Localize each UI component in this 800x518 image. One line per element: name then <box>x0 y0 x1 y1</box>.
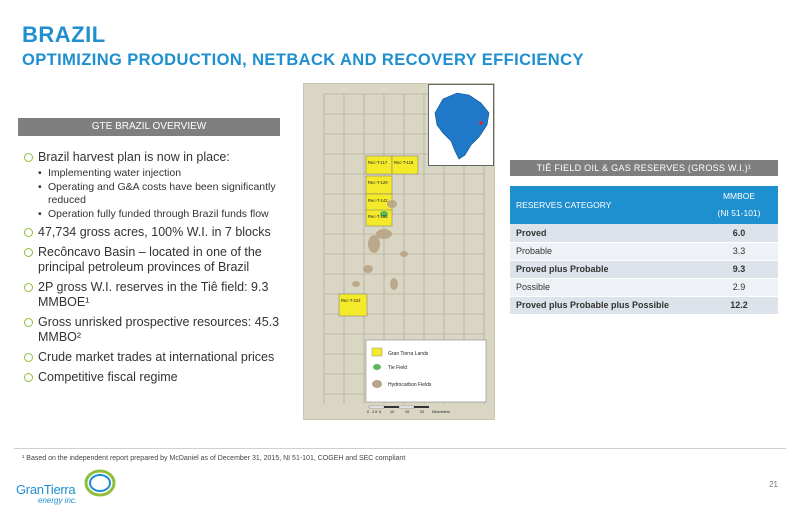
footnote: ¹ Based on the independent report prepared by McDaniel as of December 31, 2015, NI 51-101, COGEH and SEC compliant <box>22 455 406 462</box>
circle-bullet-icon <box>24 353 33 362</box>
sub-bullet-item: • Operation fully funded through Brazil funds flow <box>38 208 269 220</box>
block-rec-t-117 <box>366 156 392 174</box>
block-label: Rec-T-155 <box>368 214 388 219</box>
table-row: Proved 6.0 <box>510 224 778 242</box>
bullet-item: Recôncavo Basin – located in one of the principal petroleum provinces of Brazil <box>24 245 304 275</box>
legend-swatch-lands <box>372 348 382 356</box>
table-row: Probable 3.3 <box>510 242 778 260</box>
circle-bullet-icon <box>24 283 33 292</box>
company-logo <box>16 470 126 510</box>
footer-divider <box>14 448 786 449</box>
sub-bullets <box>24 167 304 221</box>
scale-label: 15 <box>405 410 410 414</box>
table-row: Possible 2.9 <box>510 278 778 296</box>
bullet-item: Crude market trades at international prices <box>24 350 304 365</box>
brazil-shape <box>429 85 493 165</box>
scale-label: 0 <box>367 410 370 414</box>
circle-bullet-icon <box>24 373 33 382</box>
overview-bullets <box>24 150 304 390</box>
block-label: Rec-T-117 <box>368 160 388 165</box>
overview-header: GTE BRAZIL OVERVIEW <box>18 118 280 136</box>
location-marker-icon <box>479 121 483 125</box>
logo-name: GranTierra <box>16 482 76 497</box>
legend-swatch-tie <box>373 364 381 370</box>
legend-label: Tie Field <box>388 365 407 371</box>
circle-bullet-icon <box>24 153 33 162</box>
table-header-row <box>510 186 778 224</box>
scale-label: 5 <box>379 410 382 414</box>
column-header-mmboe: MMBOE (NI 51-101) <box>700 186 778 224</box>
dot-bullet-icon: • <box>38 208 42 220</box>
bullet-item: Gross unrisked prospective resources: 45.3 MMBO² <box>24 315 304 345</box>
brazil-inset-map <box>428 84 494 166</box>
page-number: 21 <box>769 480 778 489</box>
table-row: Proved plus Probable plus Possible 12.2 <box>510 296 778 314</box>
scale-label: 20 <box>420 410 425 414</box>
page-subtitle: OPTIMIZING PRODUCTION, NETBACK AND RECOVERY EFFICIENCY <box>22 51 584 69</box>
scale-label: 2.5 <box>372 410 378 414</box>
scale-unit: Kilometers <box>432 410 450 414</box>
legend-swatch-hydrocarbon <box>372 380 382 388</box>
dot-bullet-icon: • <box>38 167 42 179</box>
block-label: Rec-T-224 <box>341 298 361 303</box>
block-rec-t-118 <box>392 156 418 174</box>
sub-bullet-item: • Operating and G&A costs have been significantly reduced <box>38 181 276 206</box>
block-rec-t-129 <box>366 176 392 194</box>
legend-label: Gran Tierra Lands <box>388 351 429 357</box>
table-row: Proved plus Probable 9.3 <box>510 260 778 278</box>
scale-label: 10 <box>390 410 395 414</box>
circle-bullet-icon <box>24 318 33 327</box>
bullet-item: Brazil harvest plan is now in place: <box>24 150 304 165</box>
dot-bullet-icon: • <box>38 181 42 193</box>
logo-ring-icon <box>80 468 120 498</box>
block-label: Rec-T-142 <box>368 198 388 203</box>
reserves-table-title: TIÊ FIELD OIL & GAS RESERVES (GROSS W.I.)¹ <box>510 160 778 176</box>
logo-subtitle: energy inc. <box>38 496 78 505</box>
bullet-item: 2P gross W.I. reserves in the Tiê field: 9.3 MMBOE¹ <box>24 280 304 310</box>
sub-bullet-item: • Implementing water injection <box>38 167 182 179</box>
bullet-item: Competitive fiscal regime <box>24 370 304 385</box>
reserves-table <box>510 186 778 315</box>
page-title: BRAZIL <box>22 22 106 47</box>
circle-bullet-icon <box>24 228 33 237</box>
column-header-category: RESERVES CATEGORY <box>510 186 700 224</box>
circle-bullet-icon <box>24 248 33 257</box>
legend-label: Hydrocarbon Fields <box>388 382 432 388</box>
map-scale-bar <box>367 406 450 414</box>
block-label: Rec-T-129 <box>368 180 388 185</box>
bullet-item: 47,734 gross acres, 100% W.I. in 7 blocks <box>24 225 304 240</box>
block-label: Rec-T-118 <box>394 160 414 165</box>
map-legend <box>366 340 486 402</box>
